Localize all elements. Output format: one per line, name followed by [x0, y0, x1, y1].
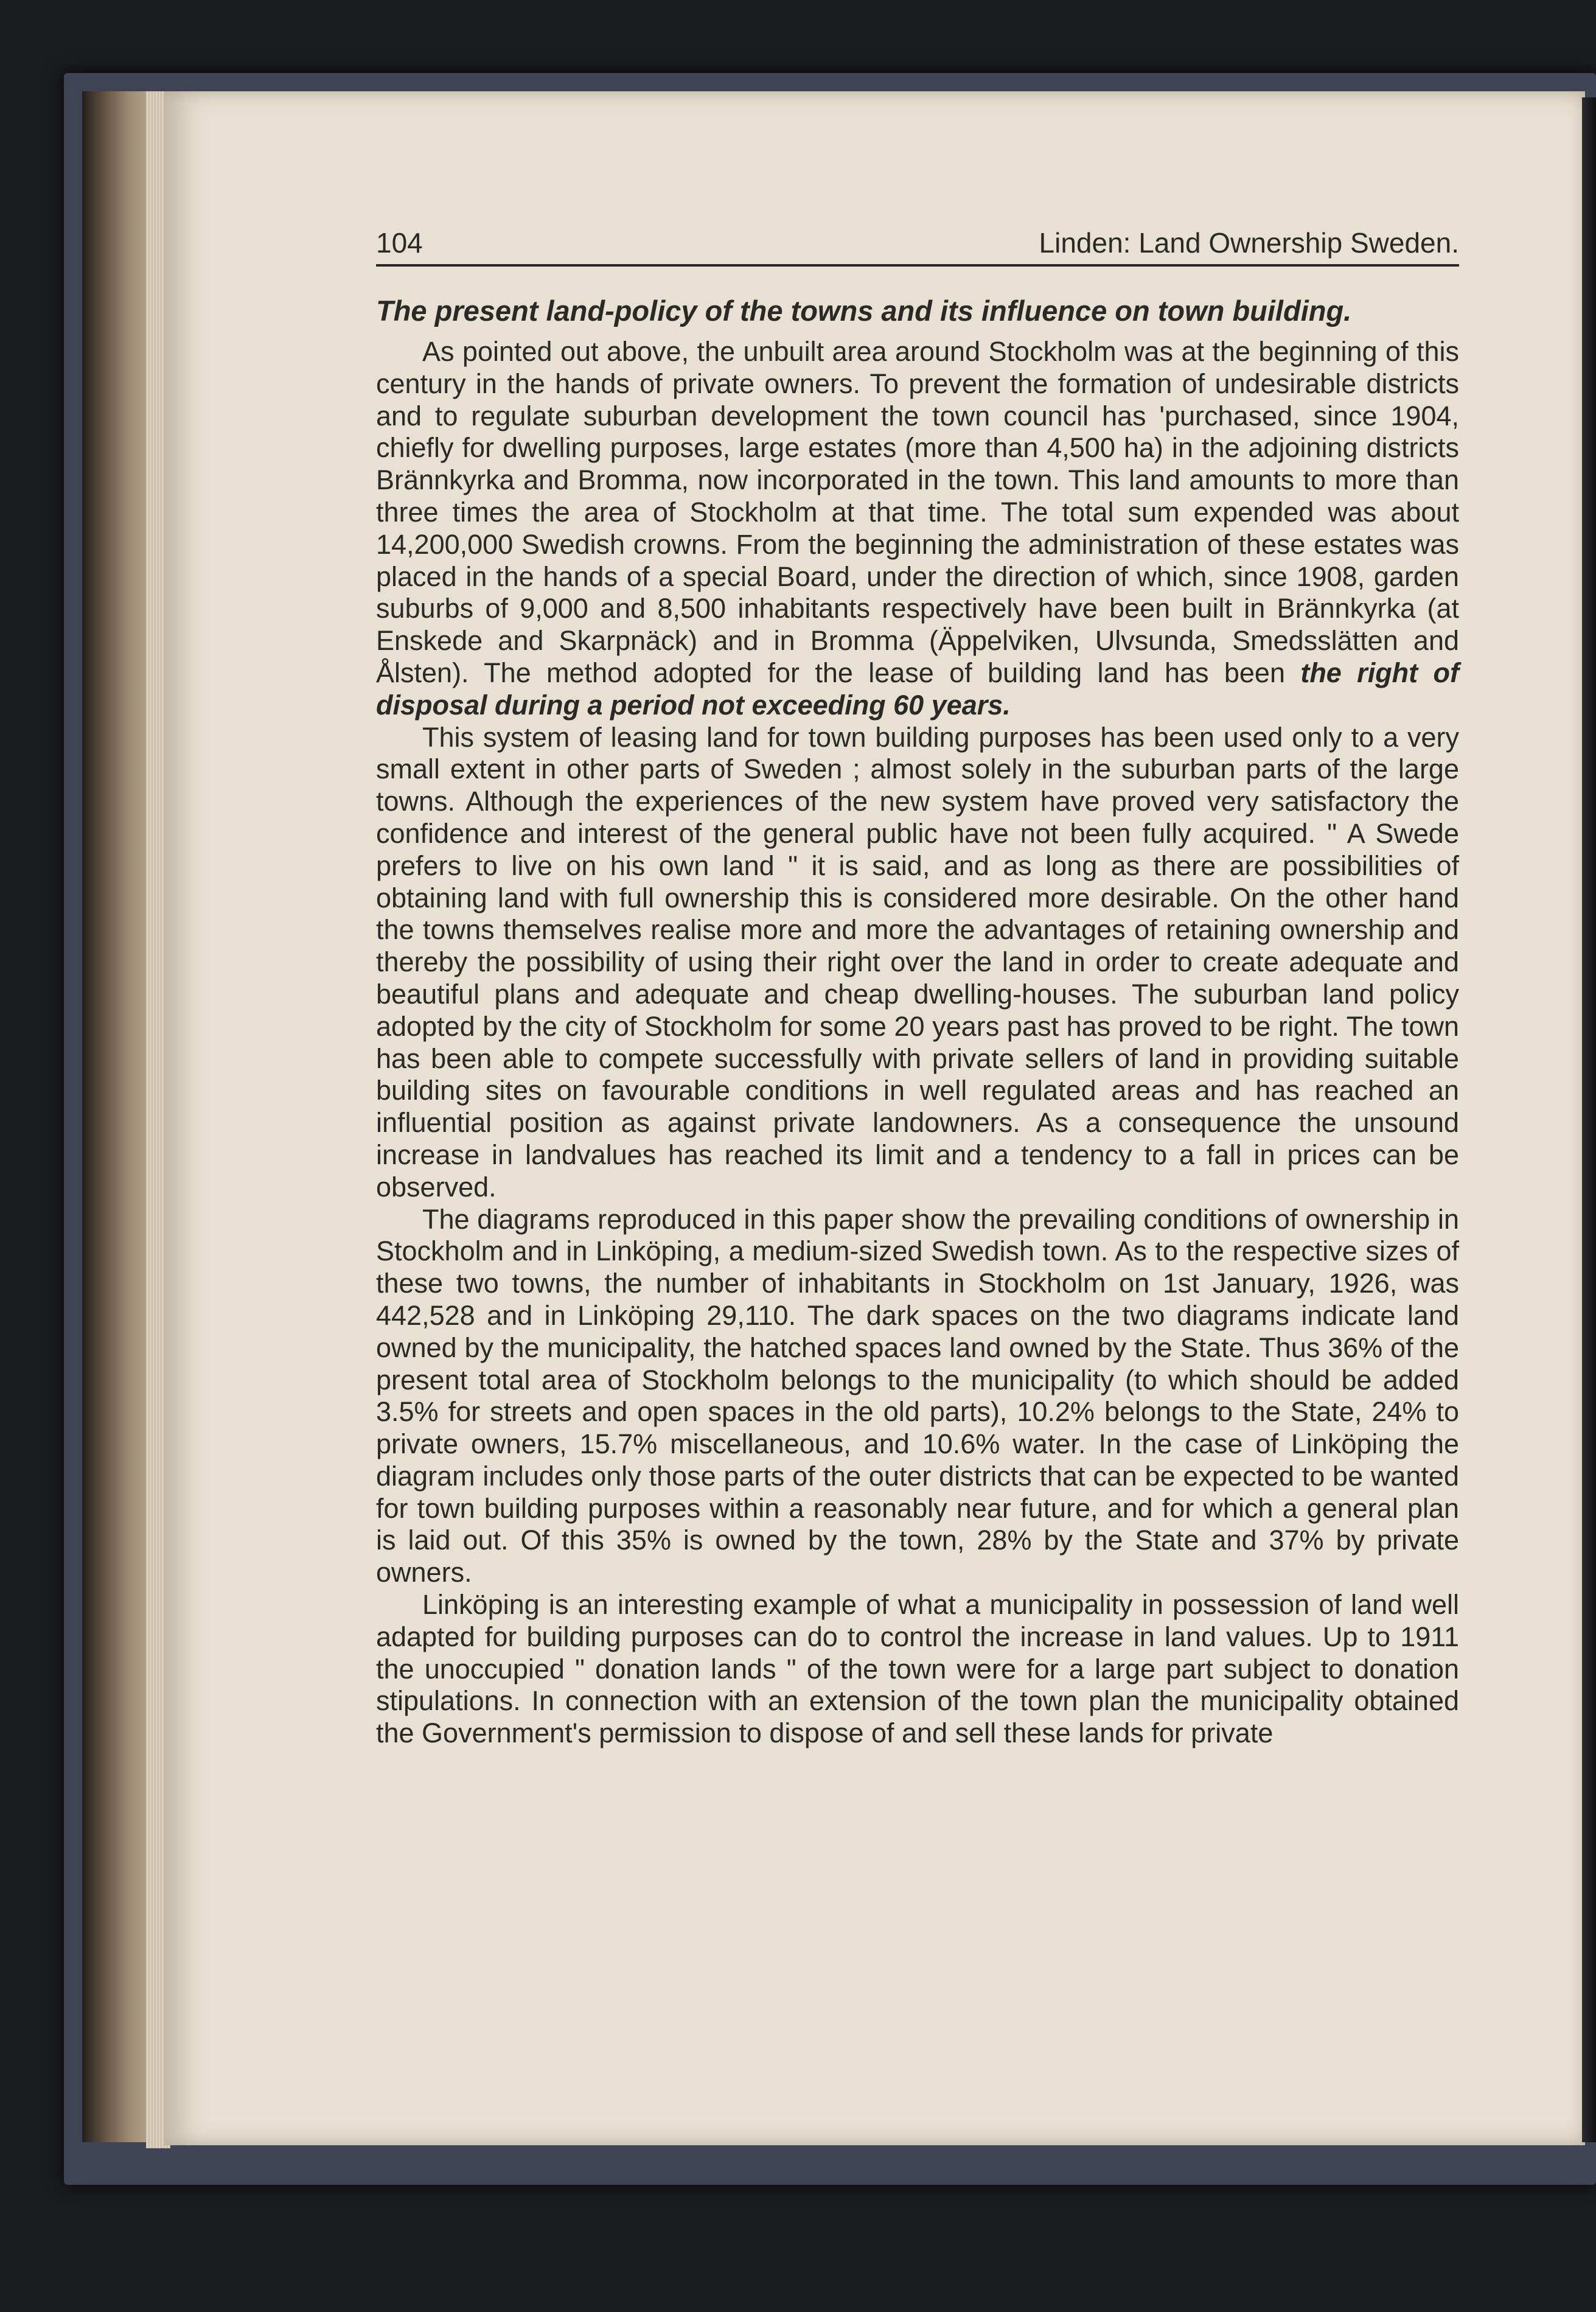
running-title: Linden: Land Ownership Sweden.: [1039, 227, 1459, 259]
paragraph: This system of leasing land for town building purposes has been used only to a very small extent in other parts of Sweden ; almost solely in the suburban parts of the large towns. Although the experiences of the new system have proved very satisfactory the confidence and interest of the general public have not been fully acquired. " A Swede prefers to live on his own land " it is said, and as long as there are possibilities of obtaining land with full ownership this is considered more desirable. On the other hand the towns themselves realise more and more the advantages of retaining ownership and thereby the possibility of using their right over the land in order to create adequate and beautiful plans and adequate and cheap dwelling-houses. The suburban land policy adopted by the city of Stockholm for some 20 years past has proved to be right. The town has been able to compete successfully with private sellers of land in providing suitable building sites on favourable conditions in well regulated areas and has reached an influential position as against private landowners. As a consequence the unsound increase in landvalues has reached its limit and a tendency to a fall in prices can be observed.: [376, 721, 1459, 1203]
emphasis-text: the right of disposal during a period not exceeding 60 years.: [376, 657, 1459, 721]
paragraph: [376, 336, 1459, 722]
paragraph-text: As pointed out above, the unbuilt area around Stockholm was at the beginning of this century in the hands of private owners. To prevent the formation of undesirable districts and to regulate suburban development the town council has 'purchased, since 1904, chiefly for dwelling purposes, large estates (more than 4,500 ha) in the adjoining districts Brännkyrka and Bromma, now incorporated in the town. This land amounts to more than three times the area of Stockholm at that time. The total sum expended was about 14,200,000 Swedish crowns. From the beginning the administration of these estates was placed in the hands of a special Board, under the direction of which, since 1908, garden suburbs of 9,000 and 8,500 inhabitants respectively have been built in Brännkyrka (at Enskede and Skarpnäck) and in Bromma (Äppelviken, Ulvsunda, Smedsslätten and Ålsten). The method adopted for the lease of building land has been: [376, 336, 1459, 688]
paragraph: The diagrams reproduced in this paper show the prevailing conditions of ownership in Stockholm and in Linköping, a medium-sized Swedish town. As to the respective sizes of these two towns, the number of inhabitants in Stockholm on 1st January, 1926, was 442,528 and in Linköping 29,110. The dark spaces on the two diagrams indicate land owned by the municipality, the hatched spaces land owned by the State. Thus 36% of the present total area of Stockholm belongs to the municipality (to which should be added 3.5% for streets and open spaces in the old parts), 10.2% belongs to the State, 24% to private owners, 15.7% miscellaneous, and 10.6% water. In the case of Linköping the diagram includes only those parts of the outer districts that can be expected to be wanted for town building purposes within a reasonably near future, and for which a general plan is laid out. Of this 35% is owned by the town, 28% by the State and 37% by private owners.: [376, 1203, 1459, 1588]
page-body: [376, 292, 1459, 1750]
cover-edge: [1582, 97, 1596, 2142]
running-header: [376, 214, 1459, 267]
paragraph: Linköping is an interesting example of what a municipality in possession of land well adapted for building purposes can do to control the increase in land values. Up to 1911 the unoccupied " donation lands " of the town were for a large part subject to donation stipulations. In connection with an extension of the town plan the municipality obtained the Government's permission to dispose of and sell these lands for private: [376, 1589, 1459, 1749]
page-number: 104: [376, 227, 423, 259]
section-title: The present land-policy of the towns and its influence on town building.: [376, 295, 1352, 327]
